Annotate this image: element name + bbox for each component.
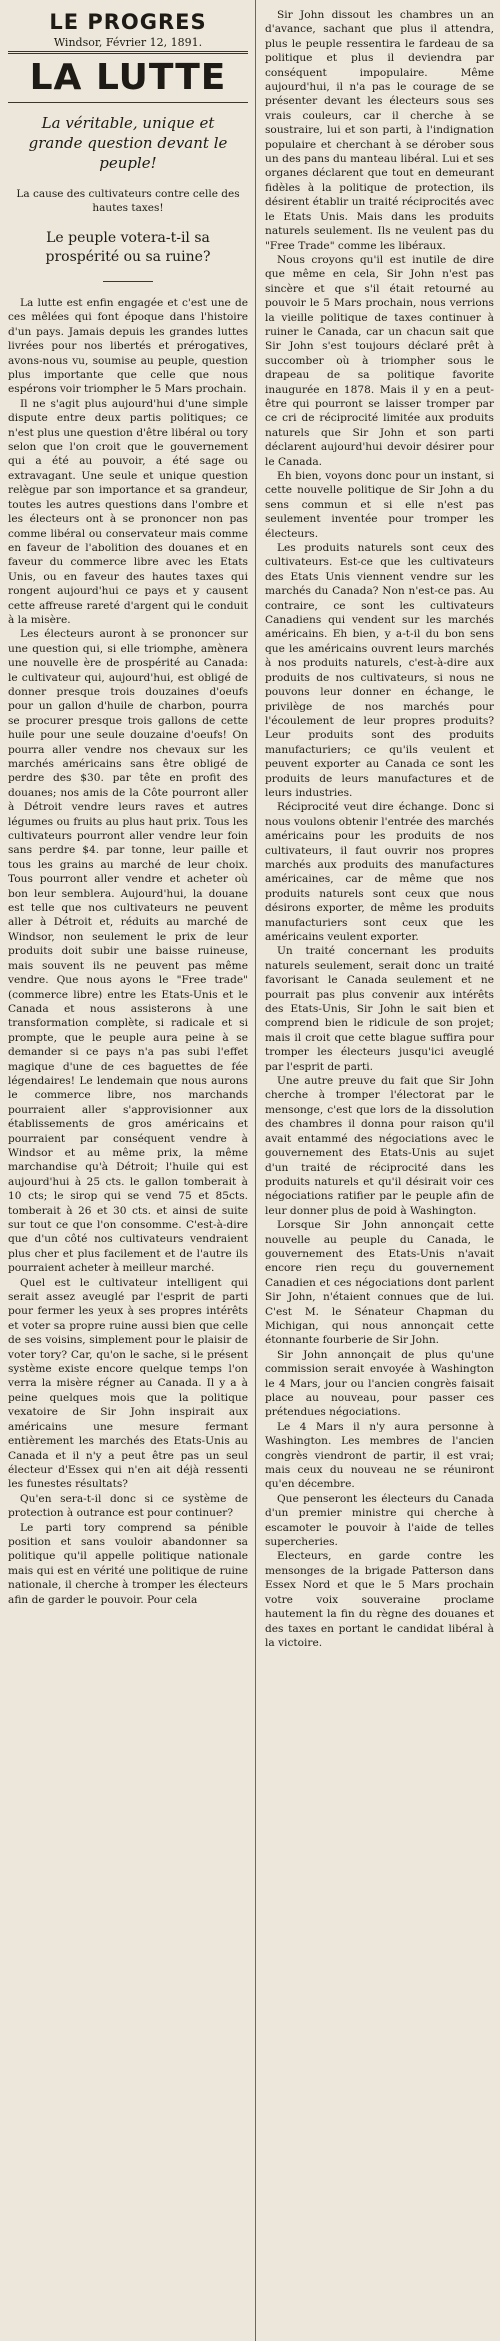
right-body-text	[265, 8, 494, 1650]
article-headline: LA LUTTE	[29, 57, 227, 98]
paragraph: Une autre preuve du fait que Sir John cherche à tromper l'électorat par le mensonge, c'est que lors de la dissolution des chambres il donna pour raison qu'il avait entammé des négociations avec le gouvernement des Etats-Unis au sujet d'un traité de réciprocité dans les produits naturels et qu'il désirait voir ces négociations ratifier par le peuple afin de leur donner plus de poid à Washington.	[265, 1075, 494, 1217]
paragraph: Le parti tory comprend sa pénible position et sans vouloir abandonner sa politique qu'il appelle politique nationale mais qui est en vérité une politique de ruine nationale, il cherche à tromper les électeurs afin de garder le pouvoir. Pour cela	[8, 1521, 248, 1606]
paragraph: Le 4 Mars il n'y aura personne à Washington. Les membres de l'ancien congrès viendront de partir, il est vrai; mais ceux du nouveau ne se réuniront qu'en décembre.	[265, 1420, 494, 1491]
paragraph: Il ne s'agit plus aujourd'hui d'une simple dispute entre deux partis politiques; ce n'est plus une question d'être libéral ou tory selon que l'on croit que le gouvernement qui a été au pouvoir, a été sage ou extravagant. Une seule et unique question relègue par son importance et sa grandeur, toutes les autres questions dans l'ombre et les électeurs ont à se prononcer non pas comme libéral ou conservateur mais comme en faveur de l'abolition des douanes et en faveur du commerce libre avec les Etats Unis, ou en faveur des hautes taxes qui rongent aujourd'hui ce pays et y causent cette affreuse rareté d'argent qui le conduit à la misère.	[8, 397, 248, 626]
dateline: Windsor, Février 12, 1891.	[53, 36, 203, 49]
paragraph: La lutte est enfin engagée et c'est une de ces mêlées qui font époque dans l'histoire d'un pays. Jamais depuis les grandes luttes livrées pour nos libertés et prérogatives, avons-nous vu, soumise au peuple, question plus importante que celle que nous espérons voir triompher le 5 Mars prochain.	[8, 297, 248, 396]
paragraph: Nous croyons qu'il est inutile de dire que même en cela, Sir John n'est pas sincère et que s'il était retourné au pouvoir le 5 Mars prochain, nous verrions la vieille politique de taxes continuer à ruiner le Canada, car un chacun sait que Sir John s'est toujours déclaré prêt à succomber où à triompher sous le drapeau de sa politique favorite inaugurée en 1878. Mais il y en a peut-être qui pourront se laisser tromper par ce cri de réciprocité limitée aux produits naturels que Sir John et son parti déclarent aujourd'hui devoir désirer pour le Canada.	[265, 253, 494, 468]
paragraph: Un traité concernant les produits naturels seulement, serait donc un traité favorisant le Canada seulement et ne pourrait pas plus convenir aux intérêts des Etats-Unis, Sir John le sait bien et comprend bien le ridicule de son projet; mais il croit que cette blague suffira pour tromper les électeurs jusqu'ici aveuglé par l'esprit de parti.	[265, 945, 494, 1073]
paragraph: Les électeurs auront à se prononcer sur une question qui, si elle triomphe, amènera une nouvelle ère de prospérité au Canada: le cultivateur qui, aujourd'hui, est obligé de donner presque trois douzaines d'oeufs pour un gallon d'huile de charbon, pourra se procurer presque trois gallons de cette huile pour une seule douzaine d'oeufs! On pourra aller vendre nos chevaux sur les marchés américains sans être obligé de perdre des $30. par tête en profit des douanes; nos amis de la Côte pourront aller à Détroit vendre leurs raves et autres légumes ou fruits au plus haut prix. Tous les cultivateurs pourront aller vendre leur foin sans perdre $4. par tonne, leur paille et tous les grains au marché de leur choix. Tous pourront aller vendre et acheter où bon leur semblera. Aujourd'hui, la douane est telle que nos cultivateurs ne peuvent aller à Détroit et, réduits au marché de Windsor, non seulement le prix de leur produits doit subir une baisse ruineuse, mais souvent ils ne peuvent pas même vendre. Que nous ayons le "Free trade" (commerce libre) entre les Etats-Unis et le Canada et nous assisterons à une transformation complète, si radicale et si prompte, que le peuple aura peine à se demander si ce pays n'a pas subi l'effet magique d'une de ces baguettes de fée légendaires! Le lendemain que nous aurons le commerce libre, nos marchands pourraient aller s'approvisionner aux établissements de gros américains et pourraient par conséquent vendre à Windsor et au même prix, la même marchandise qu'à Détroit; l'huile qui est aujourd'hui à 25 cts. le gallon tomberait à 10 cts; le sirop qui se vend 75 et 85cts. tomberait à 26 et 30 cts. et ainsi de suite sur tout ce que l'on consomme. C'est-à-dire que d'un côté nos cultivateurs vendraient plus cher et plus facilement et de l'autre ils pourraient acheter à meilleur marché.	[8, 628, 248, 1275]
masthead: LE PROGRES	[49, 10, 207, 34]
paragraph: Lorsque Sir John annonçait cette nouvelle au peuple du Canada, le gouvernement des Etats-Unis n'avait encore rien reçu du gouvernement Canadien et ces négociations dont parlent Sir John, n'étaient connues que de lui. C'est M. le Sénateur Chapman du Michigan, qui nous annonçait cette étonnante fourberie de Sir John.	[265, 1219, 494, 1347]
paragraph: Réciprocité veut dire échange. Donc si nous voulons obtenir l'entrée des marchés américains pour les produits de nos cultivateurs, il faut ouvrir nos propres marchés aux produits des manufactures américaines, car de même que nos produits naturels sont ceux que nous désirons exporter, de même les produits manufacturiers sont ceux que les américains veulent exporter.	[265, 801, 494, 943]
article-subheading: La véritable, unique et grande question devant le peuple!	[28, 114, 228, 172]
paragraph: Qu'en sera-t-il donc si ce système de protection à outrance est pour continuer?	[8, 1492, 248, 1520]
paragraph: Quel est le cultivateur intelligent qui serait assez aveuglé par l'esprit de parti pour fermer les yeux à ses propres intérêts et voter sa propre ruine aussi bien que celle de ses voisins, simplement pour le plaisir de voter tory? Car, qu'on le sache, si le présent système existe encore quelque temps l'on verra la misère régner au Canada. Il y a à peine quelques mois que la politique vexatoire de Sir John inspirait aux américains une mesure fermant entièrement les marchés des Etats-Unis au Canada et il n'y a peut être pas un seul électeur d'Essex qui n'en ait déjà ressenti les funestes résultats?	[8, 1276, 248, 1491]
paragraph: Que penseront les électeurs du Canada d'un premier ministre qui cherche à escamoter le pouvoir à l'aide de telles supercheries.	[265, 1492, 494, 1549]
section-divider	[103, 281, 153, 282]
right-column	[259, 0, 500, 2341]
paragraph: Electeurs, en garde contre les mensonges de la brigade Patterson dans Essex Nord et que le 5 Mars prochain votre voix souveraine proclame hautement la fin du règne des douanes et des taxes en portant le candidat libéral à la victoire.	[265, 1550, 494, 1649]
paragraph: Sir John annonçait de plus qu'une commission serait envoyée à Washington le 4 Mars, jour ou l'ancien congrès faisait place au nouveau, pour passer ces prétendues négociations.	[265, 1348, 494, 1419]
article-subheading-2: La cause des cultivateurs contre celle des hautes taxes!	[16, 188, 240, 214]
paragraph: Sir John dissout les chambres un an d'avance, sachant que plus il attendra, plus le peuple ressentira le fardeau de sa politique et plus il deviendra par conséquent impopulaire. Même aujourd'hui, il n'a pas le courage de se présenter devant les électeurs sous ses vrais couleurs, car il cherche à se soustraire, lui et son parti, à l'indignation populaire et cherchant à se dérober sous un des pans du manteau libéral. Lui et ses organes déclarent que tout en demeurant fidèles à la politique de protection, ils désirent établir un traité réciprocités avec le Etats Unis. Mais dans les produits naturels seulement. Ils ne veulent pas du "Free Trade" comme les libéraux.	[265, 9, 494, 252]
article-question: Le peuple votera-t-il sa prospérité ou sa ruine?	[45, 230, 211, 265]
left-body-text	[8, 296, 248, 1607]
paragraph: Eh bien, voyons donc pour un instant, si cette nouvelle politique de Sir John a du sens commun et si elle n'est pas seulement inventée pour tromper les électeurs.	[265, 470, 494, 540]
masthead-rule	[8, 51, 248, 54]
column-divider	[255, 0, 256, 2341]
headline-rule	[8, 102, 248, 103]
paragraph: Les produits naturels sont ceux des cultivateurs. Est-ce que les cultivateurs des Etats Unis viennent vendre sur les marchés du Canada? Non n'est-ce pas. Au contraire, ce sont les cultivateurs Canadiens qui vendent sur les marchés américains. Eh bien, y a-t-il du bon sens que les américains ouvrent leurs marchés à nos produits naturels, c'est-à-dire aux produits de nos cultivateurs, si nous ne pouvons leur donner en échange, le privilège de nos marchés pour l'écoulement de leur propres produits? Leur produits sont des produits manufacturiers; ce qu'ils veulent et peuvent exporter au Canada ce sont les produits de leurs manufactures et de leurs industries.	[265, 542, 494, 799]
